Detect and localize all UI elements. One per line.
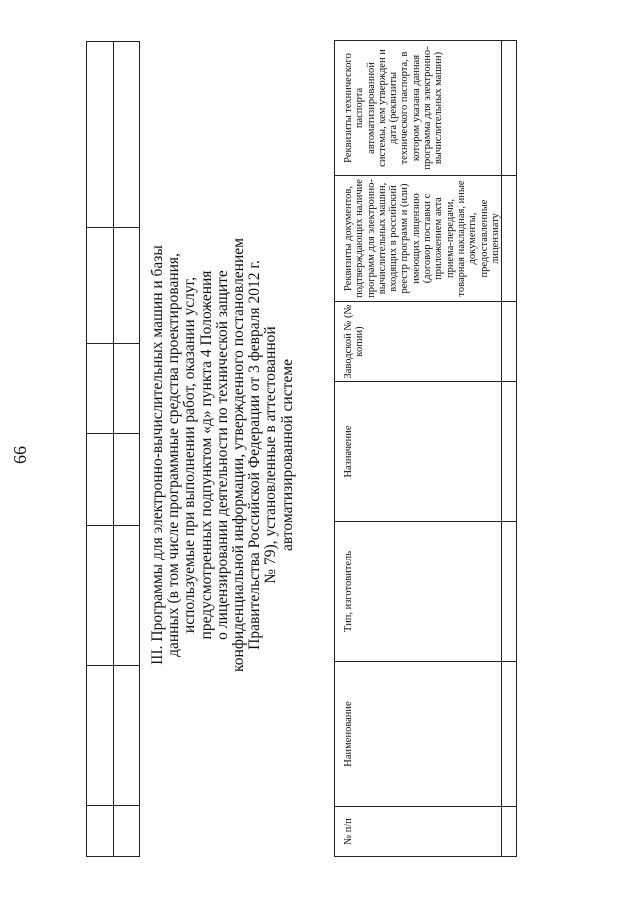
table-cell	[502, 662, 517, 807]
table-cell	[502, 41, 517, 176]
header-passport-requisites: Реквизиты технического паспорта автоматизированной системы, кем утвержден и дата (реквизиты технического паспорта, в котором указана данная программа для электронно-вычислительных машин)	[335, 41, 502, 176]
heading-line: III. Программы для электронно-вычислительных машин и базы	[149, 245, 166, 665]
table-cell	[502, 807, 517, 857]
header-document-requisites: Реквизиты документов, подтверждающих наличие программ для электронно-вычислительных машин, входящих в российский реестр программ и (или) имеющих лицензию (договор поставки с приложением акта приема-передачи, товарная накладная, иные документы, предоставленные лицензиату	[335, 176, 502, 302]
table-cell	[502, 382, 517, 522]
table-cell	[502, 176, 517, 302]
heading-line: о лицензировании деятельности по технической защите	[213, 270, 231, 640]
header-name: Наименование	[335, 662, 502, 807]
heading-line: автоматизированной системе	[278, 359, 296, 551]
header-type-manufacturer: Тип, изготовитель	[335, 522, 502, 662]
heading-line: предусмотренных подпунктом «д» пункта 4 Положения	[197, 270, 215, 640]
section-heading	[150, 155, 296, 755]
heading-line: используемые при выполнении работ, оказании услуг,	[181, 276, 199, 634]
fragment-col-divider	[87, 343, 139, 344]
header-serial-number: Заводской № (№ копии)	[335, 302, 502, 382]
fragment-row-divider	[113, 42, 114, 856]
fragment-col-divider	[87, 805, 139, 806]
previous-table-fragment	[86, 41, 140, 857]
software-table	[334, 40, 517, 857]
heading-line: конфиденциальной информации, утвержденного постановлением	[230, 238, 248, 672]
table-cell	[502, 522, 517, 662]
heading-line: № 79), установленные в аттестованной	[262, 326, 280, 584]
fragment-col-divider	[87, 665, 139, 666]
table-row	[502, 41, 517, 857]
page-number: 66	[10, 446, 30, 464]
fragment-col-divider	[87, 525, 139, 526]
heading-line: Правительства Российской Федерации от 3 февраля 2012 г.	[246, 260, 264, 650]
header-purpose: Назначение	[335, 382, 502, 522]
fragment-col-divider	[87, 227, 139, 228]
heading-line: данных (в том числе программные средства проектирования,	[165, 253, 183, 657]
header-number: № п/п	[335, 807, 502, 857]
table-cell	[502, 302, 517, 382]
fragment-col-divider	[87, 433, 139, 434]
